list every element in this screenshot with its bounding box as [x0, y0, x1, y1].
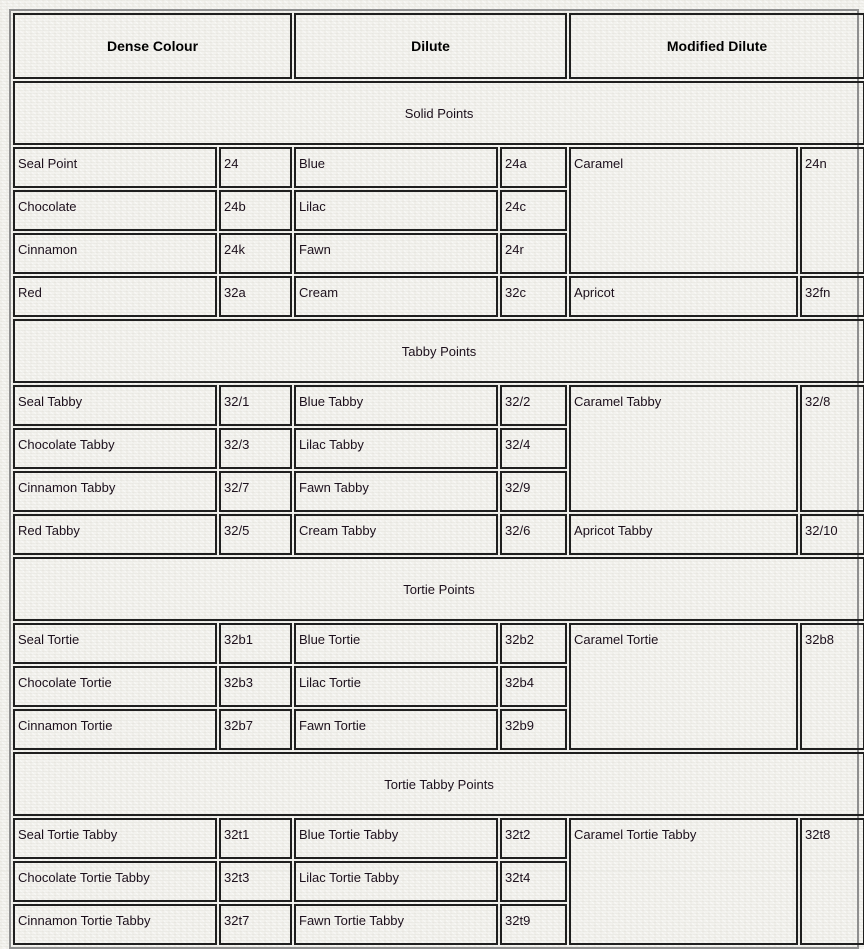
- section-header-row: [13, 319, 864, 383]
- dense-code-cell: 32t7: [219, 904, 292, 945]
- dense-code-cell: 24: [219, 147, 292, 188]
- dilute-code-cell: 32t9: [500, 904, 567, 945]
- dense-name-cell: Chocolate Tortie: [13, 666, 217, 707]
- section-header-row: [13, 81, 864, 145]
- table-row: [13, 514, 864, 555]
- dense-name-cell: Red Tabby: [13, 514, 217, 555]
- dilute-code-cell: 32t2: [500, 818, 567, 859]
- dense-code-cell: 32/1: [219, 385, 292, 426]
- modified-code-cell: 32t8: [800, 818, 864, 945]
- dilute-code-cell: 32/2: [500, 385, 567, 426]
- dense-code-cell: 32/7: [219, 471, 292, 512]
- modified-name-cell: Caramel Tabby: [569, 385, 798, 512]
- dense-code-cell: 32b3: [219, 666, 292, 707]
- dense-name-cell: Chocolate Tortie Tabby: [13, 861, 217, 902]
- dense-name-cell: Chocolate Tabby: [13, 428, 217, 469]
- dilute-name-cell: Fawn Tabby: [294, 471, 498, 512]
- dilute-name-cell: Blue Tortie Tabby: [294, 818, 498, 859]
- dense-name-cell: Cinnamon Tortie Tabby: [13, 904, 217, 945]
- dilute-code-cell: 32/4: [500, 428, 567, 469]
- dense-code-cell: 24b: [219, 190, 292, 231]
- column-header-row: [13, 13, 864, 79]
- dilute-code-cell: 32c: [500, 276, 567, 317]
- dense-code-cell: 32a: [219, 276, 292, 317]
- dense-name-cell: Red: [13, 276, 217, 317]
- table-row: [13, 276, 864, 317]
- dense-name-cell: Cinnamon: [13, 233, 217, 274]
- dilute-code-cell: 32t4: [500, 861, 567, 902]
- dilute-name-cell: Fawn: [294, 233, 498, 274]
- codes-table: [11, 11, 864, 947]
- modified-name-cell: Caramel: [569, 147, 798, 274]
- colour-codes-table: [9, 9, 859, 949]
- dilute-name-cell: Blue Tabby: [294, 385, 498, 426]
- table-row: [13, 147, 864, 188]
- dilute-code-cell: 32b2: [500, 623, 567, 664]
- column-header-dense-colour: Dense Colour: [13, 13, 292, 79]
- dense-code-cell: 32t3: [219, 861, 292, 902]
- modified-code-cell: 32b8: [800, 623, 864, 750]
- dilute-name-cell: Blue: [294, 147, 498, 188]
- table-row: [13, 385, 864, 426]
- dense-name-cell: Seal Tabby: [13, 385, 217, 426]
- dilute-code-cell: 32b4: [500, 666, 567, 707]
- dense-name-cell: Chocolate: [13, 190, 217, 231]
- section-header-tortie-points: Tortie Points: [13, 557, 864, 621]
- modified-name-cell: Apricot: [569, 276, 798, 317]
- dilute-code-cell: 32b9: [500, 709, 567, 750]
- dilute-code-cell: 32/9: [500, 471, 567, 512]
- dilute-name-cell: Lilac: [294, 190, 498, 231]
- table-row: [13, 818, 864, 859]
- dense-code-cell: 32b7: [219, 709, 292, 750]
- dilute-name-cell: Cream Tabby: [294, 514, 498, 555]
- section-header-row: [13, 557, 864, 621]
- dense-code-cell: 24k: [219, 233, 292, 274]
- table-row: [13, 623, 864, 664]
- modified-name-cell: Caramel Tortie: [569, 623, 798, 750]
- section-header-row: [13, 752, 864, 816]
- dilute-code-cell: 24r: [500, 233, 567, 274]
- modified-code-cell: 24n: [800, 147, 864, 274]
- modified-code-cell: 32/10: [800, 514, 864, 555]
- dense-code-cell: 32/3: [219, 428, 292, 469]
- modified-name-cell: Apricot Tabby: [569, 514, 798, 555]
- dilute-name-cell: Lilac Tortie Tabby: [294, 861, 498, 902]
- modified-code-cell: 32fn: [800, 276, 864, 317]
- column-header-dilute: Dilute: [294, 13, 567, 79]
- section-header-tabby-points: Tabby Points: [13, 319, 864, 383]
- section-header-solid-points: Solid Points: [13, 81, 864, 145]
- dilute-code-cell: 24c: [500, 190, 567, 231]
- dense-code-cell: 32/5: [219, 514, 292, 555]
- dilute-name-cell: Fawn Tortie Tabby: [294, 904, 498, 945]
- dense-name-cell: Cinnamon Tortie: [13, 709, 217, 750]
- dilute-name-cell: Lilac Tabby: [294, 428, 498, 469]
- modified-code-cell: 32/8: [800, 385, 864, 512]
- modified-name-cell: Caramel Tortie Tabby: [569, 818, 798, 945]
- dense-code-cell: 32b1: [219, 623, 292, 664]
- dilute-code-cell: 24a: [500, 147, 567, 188]
- dilute-name-cell: Fawn Tortie: [294, 709, 498, 750]
- dense-name-cell: Seal Tortie: [13, 623, 217, 664]
- dense-name-cell: Seal Point: [13, 147, 217, 188]
- dilute-name-cell: Lilac Tortie: [294, 666, 498, 707]
- dilute-name-cell: Cream: [294, 276, 498, 317]
- dense-name-cell: Seal Tortie Tabby: [13, 818, 217, 859]
- dense-code-cell: 32t1: [219, 818, 292, 859]
- dilute-name-cell: Blue Tortie: [294, 623, 498, 664]
- section-header-tortie-tabby-points: Tortie Tabby Points: [13, 752, 864, 816]
- column-header-modified-dilute: Modified Dilute: [569, 13, 864, 79]
- dilute-code-cell: 32/6: [500, 514, 567, 555]
- dense-name-cell: Cinnamon Tabby: [13, 471, 217, 512]
